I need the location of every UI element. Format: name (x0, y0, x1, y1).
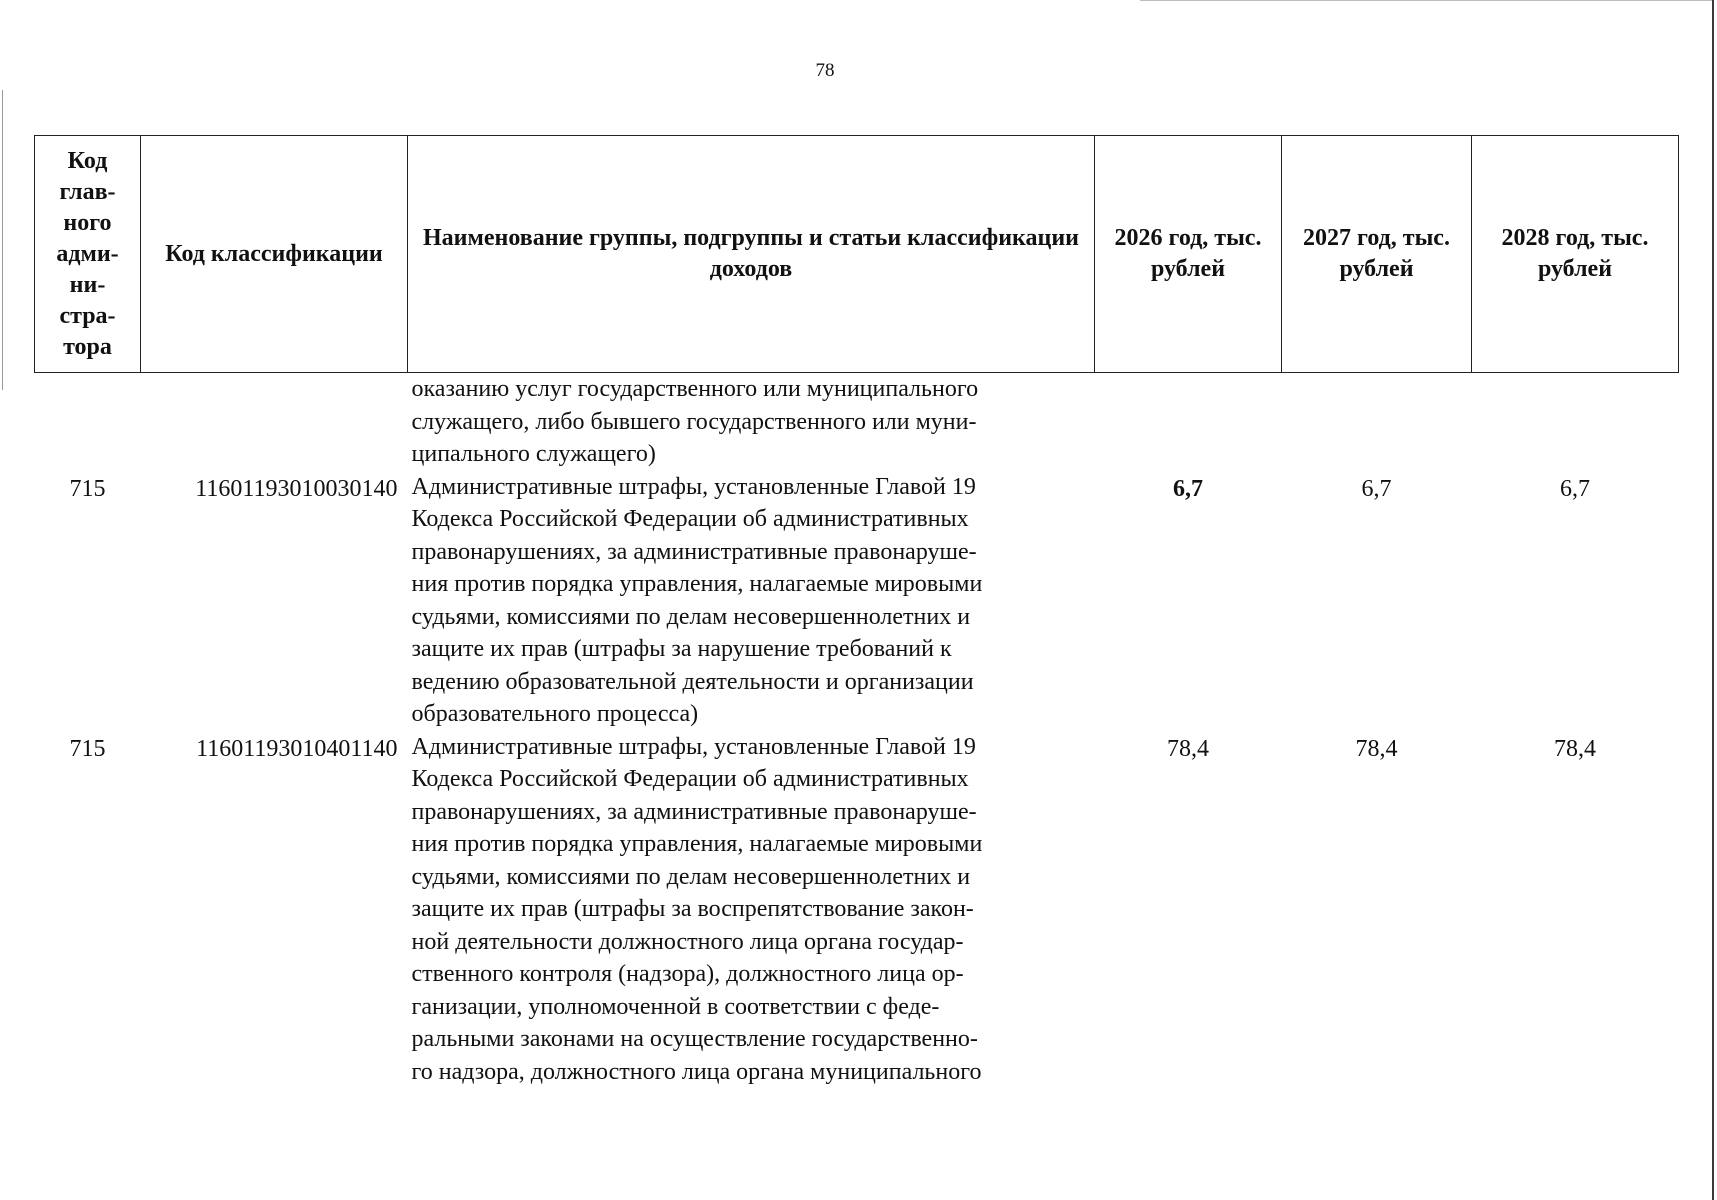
cell-2027: 6,7 (1361, 475, 1392, 502)
cell-class-code (141, 373, 408, 471)
header-admin-code: Код глав- ного адми- ни- стра- тора (35, 136, 141, 373)
page-number: 78 (815, 60, 835, 81)
cell-2028 (1472, 373, 1679, 471)
table-header (35, 136, 1679, 373)
table-row-continuation (35, 373, 1679, 471)
table-row (35, 731, 1679, 1089)
header-class-code: Код классификации (141, 136, 408, 373)
scan-left-edge (2, 90, 3, 390)
cell-2026 (1095, 373, 1282, 471)
cell-2028: 78,4 (1554, 735, 1596, 762)
header-name: Наименование группы, подгруппы и статьи классификации доходов (408, 136, 1095, 373)
header-2026: 2026 год, тыс. рублей (1095, 136, 1282, 373)
scan-right-edge (1712, 0, 1714, 1200)
cell-2027 (1282, 373, 1472, 471)
cell-admin-code: 715 (69, 735, 106, 762)
cell-name: оказанию услуг государственного или муниципального служащего, либо бывшего государственного или муни- ципального служащего) (411, 376, 979, 467)
table-row (35, 471, 1679, 731)
cell-class-code: 11601193010030140 (195, 475, 398, 502)
cell-2027: 78,4 (1355, 735, 1398, 762)
cell-admin-code: 715 (69, 475, 106, 502)
cell-name: Административные штрафы, установленные Главой 19 Кодекса Российской Федерации об административных правонарушениях, за административные правонаруше- ния против порядка управления, налагаемые мировыми судьями, комиссиями по делам несовершеннолетних и защите их прав (штрафы за воспрепятствование закон- ной деятельности должностного лица органа государ- ственного контроля (надзора), должностного лица ор- ганизации, уполномоченной в соответствии с феде- ральными законами на осуществление государственно- го надзора, должностного лица органа муниципального (411, 733, 983, 1085)
cell-2028: 6,7 (1560, 475, 1590, 502)
cell-2026: 6,7 (1173, 475, 1203, 502)
cell-name: Административные штрафы, установленные Главой 19 Кодекса Российской Федерации об административных правонарушениях, за административные правонаруше- ния против порядка управления, налагаемые мировыми судьями, комиссиями по делам несовершеннолетних и защите их прав (штрафы за нарушение требований к ведению образовательной деятельности и организации образовательного процесса) (411, 473, 983, 727)
scan-top-edge (1140, 0, 1712, 1)
cell-2026: 78,4 (1167, 735, 1209, 762)
header-2028: 2028 год, тыс. рублей (1472, 136, 1679, 373)
cell-class-code: 11601193010401140 (196, 735, 398, 762)
table-body (35, 373, 1679, 1089)
header-2027: 2027 год, тыс. рублей (1282, 136, 1472, 373)
revenue-classification-table (34, 135, 1679, 1088)
cell-admin-code (35, 373, 141, 471)
header-row (35, 136, 1679, 373)
